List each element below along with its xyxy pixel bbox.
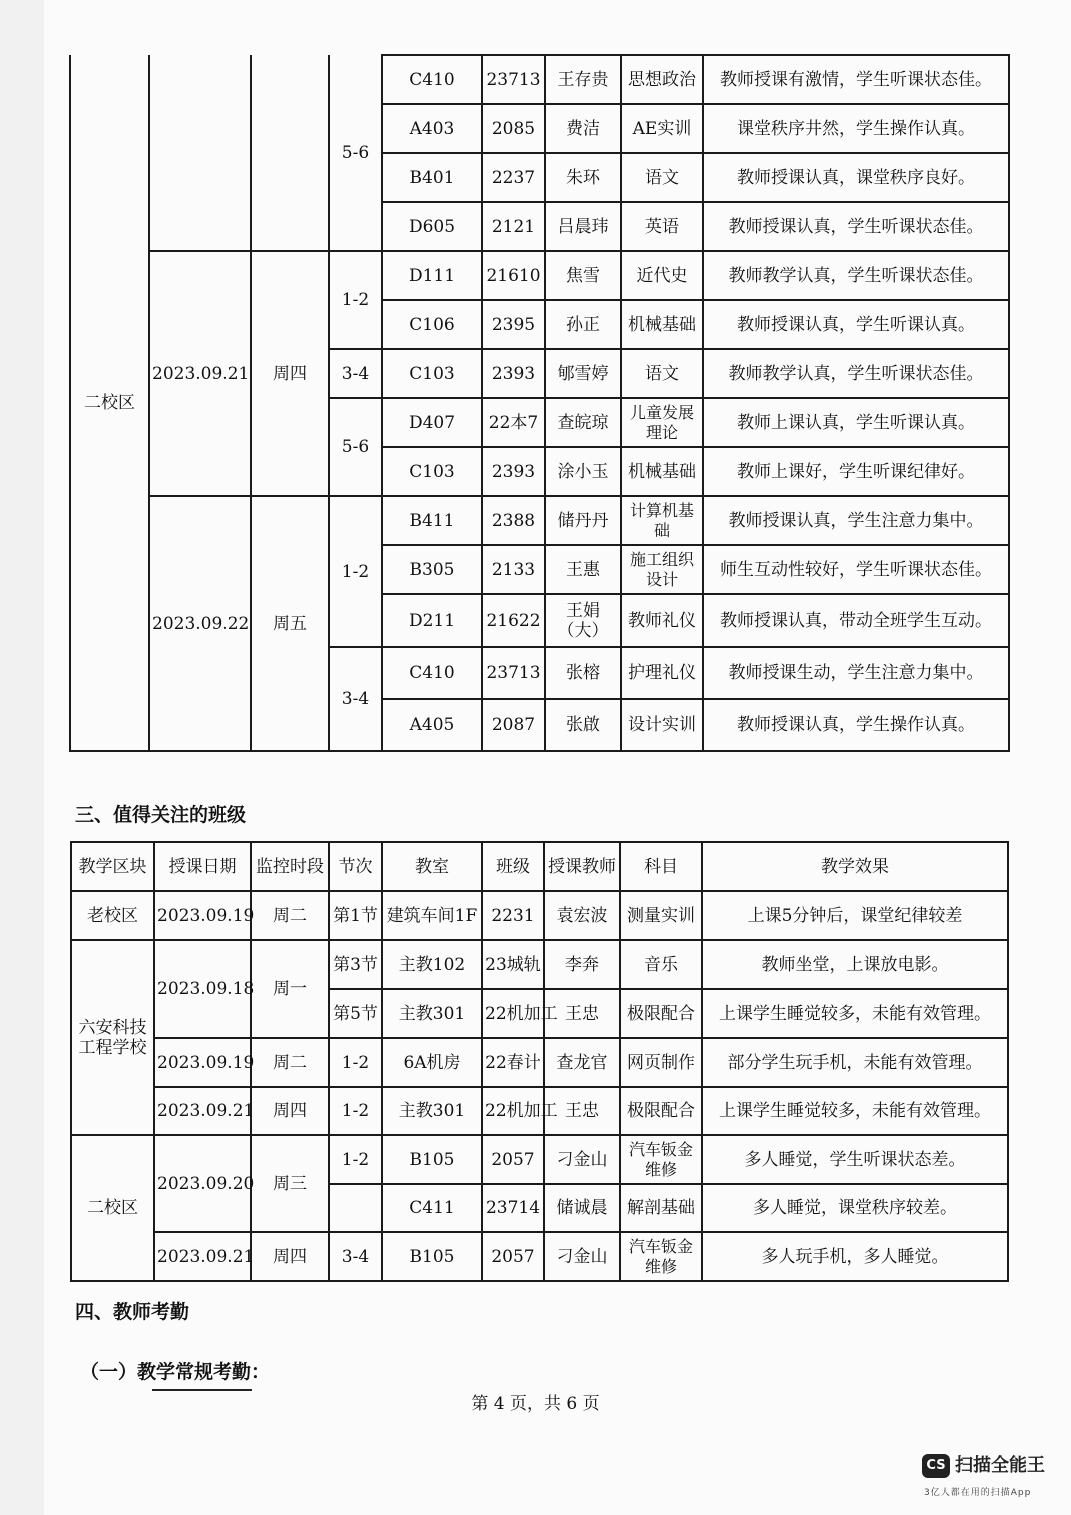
table-row bbox=[71, 940, 1008, 989]
effect-cell: 教师上课好，学生听课纪律好。 bbox=[703, 447, 1009, 496]
table-row bbox=[71, 1038, 1008, 1087]
effect-cell: 部分学生玩手机，未能有效管理。 bbox=[702, 1038, 1008, 1087]
class-cell: 2395 bbox=[482, 300, 545, 349]
header-effect: 教学效果 bbox=[702, 842, 1008, 891]
teacher-cell: 涂小玉 bbox=[545, 447, 621, 496]
effect-cell: 教师授课有激情，学生听课状态佳。 bbox=[703, 55, 1009, 104]
effect-cell: 教师坐堂，上课放电影。 bbox=[702, 940, 1008, 989]
block-cell: 老校区 bbox=[71, 891, 154, 940]
date-cell: 2023.09.19 bbox=[154, 1038, 251, 1087]
period-cell: 第1节 bbox=[329, 891, 382, 940]
room-cell: C103 bbox=[382, 447, 482, 496]
subject-cell: 思想政治 bbox=[621, 55, 703, 104]
subject-cell: 教师礼仪 bbox=[621, 594, 703, 647]
period-cell: 第5节 bbox=[329, 989, 382, 1038]
effect-cell: 多人睡觉，学生听课状态差。 bbox=[702, 1135, 1008, 1184]
teacher-cell: 查皖琼 bbox=[545, 398, 621, 447]
class-cell: 2393 bbox=[482, 447, 545, 496]
teacher-cell: 王娟（大） bbox=[545, 594, 621, 647]
teacher-cell: 刁金山 bbox=[544, 1232, 620, 1281]
class-cell: 2085 bbox=[482, 104, 545, 153]
header-room: 教室 bbox=[382, 842, 482, 891]
subject-cell: 音乐 bbox=[620, 940, 702, 989]
class-cell: 22本7 bbox=[482, 398, 545, 447]
class-cell: 2133 bbox=[482, 545, 545, 594]
room-cell: B411 bbox=[382, 496, 482, 545]
room-cell: B401 bbox=[382, 153, 482, 202]
table-row bbox=[71, 1087, 1008, 1135]
date-cell bbox=[149, 55, 251, 251]
block-cell: 六安科技工程学校 bbox=[71, 940, 154, 1135]
room-cell: C106 bbox=[382, 300, 482, 349]
day-cell bbox=[251, 55, 329, 251]
header-subject: 科目 bbox=[620, 842, 702, 891]
teacher-cell: 郇雪婷 bbox=[545, 349, 621, 398]
table-row bbox=[71, 891, 1008, 940]
section-4-heading: 四、教师考勤 bbox=[75, 1301, 190, 1323]
class-cell: 23713 bbox=[482, 55, 545, 104]
class-cell: 22机加工 bbox=[482, 1087, 544, 1135]
notable-classes-table bbox=[70, 841, 1009, 1282]
room-cell: C410 bbox=[382, 647, 482, 699]
watermark-tagline: 3亿人都在用的扫描App bbox=[924, 1488, 1032, 1498]
effect-cell: 教师教学认真，学生听课状态佳。 bbox=[703, 349, 1009, 398]
effect-cell: 教师授课认真，学生操作认真。 bbox=[703, 699, 1009, 751]
scan-edge-shadow bbox=[0, 0, 44, 1515]
teacher-cell: 王惠 bbox=[545, 545, 621, 594]
room-cell: A403 bbox=[382, 104, 482, 153]
teacher-cell: 张啟 bbox=[545, 699, 621, 751]
date-cell: 2023.09.21 bbox=[154, 1087, 251, 1135]
effect-cell: 师生互动性较好，学生听课状态佳。 bbox=[703, 545, 1009, 594]
day-cell: 周一 bbox=[251, 940, 329, 1038]
room-cell: 6A机房 bbox=[382, 1038, 482, 1087]
effect-cell: 课堂秩序井然，学生操作认真。 bbox=[703, 104, 1009, 153]
class-cell: 23713 bbox=[482, 647, 545, 699]
day-cell: 周二 bbox=[251, 1038, 329, 1087]
header-period: 节次 bbox=[329, 842, 382, 891]
room-cell: 主教301 bbox=[382, 1087, 482, 1135]
room-cell: B105 bbox=[382, 1232, 482, 1281]
room-cell: C410 bbox=[382, 55, 482, 104]
section-4-subheading: （一）教学常规考勤： bbox=[80, 1361, 271, 1383]
table-row bbox=[70, 496, 1009, 545]
room-cell: 主教102 bbox=[382, 940, 482, 989]
day-cell: 周二 bbox=[251, 891, 329, 940]
class-cell: 2231 bbox=[482, 891, 544, 940]
period-cell: 3-4 bbox=[329, 1232, 382, 1281]
effect-cell: 教师授课生动，学生注意力集中。 bbox=[703, 647, 1009, 699]
teacher-cell: 储诚晨 bbox=[544, 1184, 620, 1232]
class-cell: 23城轨 bbox=[482, 940, 544, 989]
day-cell: 周三 bbox=[251, 1135, 329, 1232]
class-cell: 2057 bbox=[482, 1232, 544, 1281]
effect-cell: 教师授课认真，带动全班学生互动。 bbox=[703, 594, 1009, 647]
date-cell: 2023.09.18 bbox=[154, 940, 251, 1038]
day-cell: 周四 bbox=[251, 1232, 329, 1281]
effect-cell: 上课学生睡觉较多，未能有效管理。 bbox=[702, 1087, 1008, 1135]
period-cell: 第3节 bbox=[329, 940, 382, 989]
room-cell: B305 bbox=[382, 545, 482, 594]
period-cell: 1-2 bbox=[329, 1038, 382, 1087]
room-cell: C411 bbox=[382, 1184, 482, 1232]
teacher-cell: 袁宏波 bbox=[544, 891, 620, 940]
effect-cell: 教师授课认真，课堂秩序良好。 bbox=[703, 153, 1009, 202]
day-cell: 周四 bbox=[251, 1087, 329, 1135]
effect-cell: 教师授课认真，学生听课状态佳。 bbox=[703, 202, 1009, 251]
effect-cell: 上课5分钟后，课堂纪律较差 bbox=[702, 891, 1008, 940]
teacher-cell: 王存贵 bbox=[545, 55, 621, 104]
class-cell: 23714 bbox=[482, 1184, 544, 1232]
section-3-heading: 三、值得关注的班级 bbox=[75, 804, 247, 826]
period-cell: 5-6 bbox=[329, 55, 382, 251]
room-cell: D407 bbox=[382, 398, 482, 447]
class-cell: 22机加工 bbox=[482, 989, 544, 1038]
subject-cell: 极限配合 bbox=[620, 989, 702, 1038]
effect-cell: 教师授课认真，学生注意力集中。 bbox=[703, 496, 1009, 545]
period-cell: 1-2 bbox=[329, 496, 382, 647]
class-cell: 2388 bbox=[482, 496, 545, 545]
effect-cell: 教师授课认真，学生听课认真。 bbox=[703, 300, 1009, 349]
period-cell: 5-6 bbox=[329, 398, 382, 496]
header-slot: 监控时段 bbox=[251, 842, 329, 891]
subject-cell: 英语 bbox=[621, 202, 703, 251]
date-cell: 2023.09.22 bbox=[149, 496, 251, 751]
table-row bbox=[71, 1232, 1008, 1281]
subject-cell: 护理礼仪 bbox=[621, 647, 703, 699]
subject-cell: 测量实训 bbox=[620, 891, 702, 940]
period-cell: 3-4 bbox=[329, 647, 382, 751]
teacher-cell: 刁金山 bbox=[544, 1135, 620, 1184]
subject-cell: 解剖基础 bbox=[620, 1184, 702, 1232]
room-cell: 主教301 bbox=[382, 989, 482, 1038]
class-cell: 2237 bbox=[482, 153, 545, 202]
subject-cell: 汽车钣金维修 bbox=[620, 1135, 702, 1184]
table-row bbox=[71, 1135, 1008, 1184]
class-cell: 2121 bbox=[482, 202, 545, 251]
effect-cell: 多人玩手机，多人睡觉。 bbox=[702, 1232, 1008, 1281]
period-cell bbox=[329, 1184, 382, 1232]
inspection-table-continued bbox=[69, 54, 1010, 752]
class-cell: 22春计 bbox=[482, 1038, 544, 1087]
effect-cell: 教师上课认真，学生听课认真。 bbox=[703, 398, 1009, 447]
teacher-cell: 查龙官 bbox=[544, 1038, 620, 1087]
subject-cell: 汽车钣金维修 bbox=[620, 1232, 702, 1281]
teacher-cell: 张榕 bbox=[545, 647, 621, 699]
teacher-cell: 孙正 bbox=[545, 300, 621, 349]
header-row bbox=[71, 842, 1008, 891]
subject-cell: 机械基础 bbox=[621, 300, 703, 349]
teacher-cell: 焦雪 bbox=[545, 251, 621, 300]
subject-cell: 施工组织设计 bbox=[621, 545, 703, 594]
room-cell: C103 bbox=[382, 349, 482, 398]
date-cell: 2023.09.21 bbox=[154, 1232, 251, 1281]
subject-cell: 极限配合 bbox=[620, 1087, 702, 1135]
header-teacher: 授课教师 bbox=[544, 842, 620, 891]
header-block: 教学区块 bbox=[71, 842, 154, 891]
date-cell: 2023.09.19 bbox=[154, 891, 251, 940]
subject-cell: 网页制作 bbox=[620, 1038, 702, 1087]
class-cell: 2057 bbox=[482, 1135, 544, 1184]
cs-logo-icon: CS bbox=[922, 1454, 950, 1478]
date-cell: 2023.09.21 bbox=[149, 251, 251, 496]
day-cell: 周四 bbox=[251, 251, 329, 496]
campus-cell: 二校区 bbox=[70, 55, 149, 751]
subject-cell: 设计实训 bbox=[621, 699, 703, 751]
block-cell: 二校区 bbox=[71, 1135, 154, 1281]
subject-cell: AE实训 bbox=[621, 104, 703, 153]
class-cell: 2393 bbox=[482, 349, 545, 398]
watermark-name: 扫描全能王 bbox=[955, 1455, 1045, 1476]
room-cell: D605 bbox=[382, 202, 482, 251]
effect-cell: 教师教学认真，学生听课状态佳。 bbox=[703, 251, 1009, 300]
subject-cell: 计算机基础 bbox=[621, 496, 703, 545]
room-cell: D111 bbox=[382, 251, 482, 300]
period-cell: 1-2 bbox=[329, 1135, 382, 1184]
header-date: 授课日期 bbox=[154, 842, 251, 891]
teacher-cell: 储丹丹 bbox=[545, 496, 621, 545]
teacher-cell: 费洁 bbox=[545, 104, 621, 153]
teacher-cell: 王忠 bbox=[544, 989, 620, 1038]
room-cell: D211 bbox=[382, 594, 482, 647]
teacher-cell: 朱环 bbox=[545, 153, 621, 202]
subject-cell: 语文 bbox=[621, 349, 703, 398]
day-cell: 周五 bbox=[251, 496, 329, 751]
scanner-watermark bbox=[922, 1454, 1052, 1504]
class-cell: 21622 bbox=[482, 594, 545, 647]
teacher-cell: 李奔 bbox=[544, 940, 620, 989]
teacher-cell: 王忠 bbox=[544, 1087, 620, 1135]
period-cell: 3-4 bbox=[329, 349, 382, 398]
class-cell: 2087 bbox=[482, 699, 545, 751]
subject-cell: 机械基础 bbox=[621, 447, 703, 496]
header-class: 班级 bbox=[482, 842, 544, 891]
table-row bbox=[70, 251, 1009, 300]
date-cell: 2023.09.20 bbox=[154, 1135, 251, 1232]
room-cell: A405 bbox=[382, 699, 482, 751]
effect-cell: 多人睡觉，课堂秩序较差。 bbox=[702, 1184, 1008, 1232]
table-row bbox=[70, 55, 1009, 104]
effect-cell: 上课学生睡觉较多，未能有效管理。 bbox=[702, 989, 1008, 1038]
room-cell: 建筑车间1F bbox=[382, 891, 482, 940]
class-cell: 21610 bbox=[482, 251, 545, 300]
page-number: 第 4 页，共 6 页 bbox=[471, 1394, 600, 1414]
subject-cell: 近代史 bbox=[621, 251, 703, 300]
period-cell: 1-2 bbox=[329, 1087, 382, 1135]
subject-cell: 儿童发展理论 bbox=[621, 398, 703, 447]
teacher-cell: 吕晨玮 bbox=[545, 202, 621, 251]
subject-cell: 语文 bbox=[621, 153, 703, 202]
room-cell: B105 bbox=[382, 1135, 482, 1184]
period-cell: 1-2 bbox=[329, 251, 382, 349]
